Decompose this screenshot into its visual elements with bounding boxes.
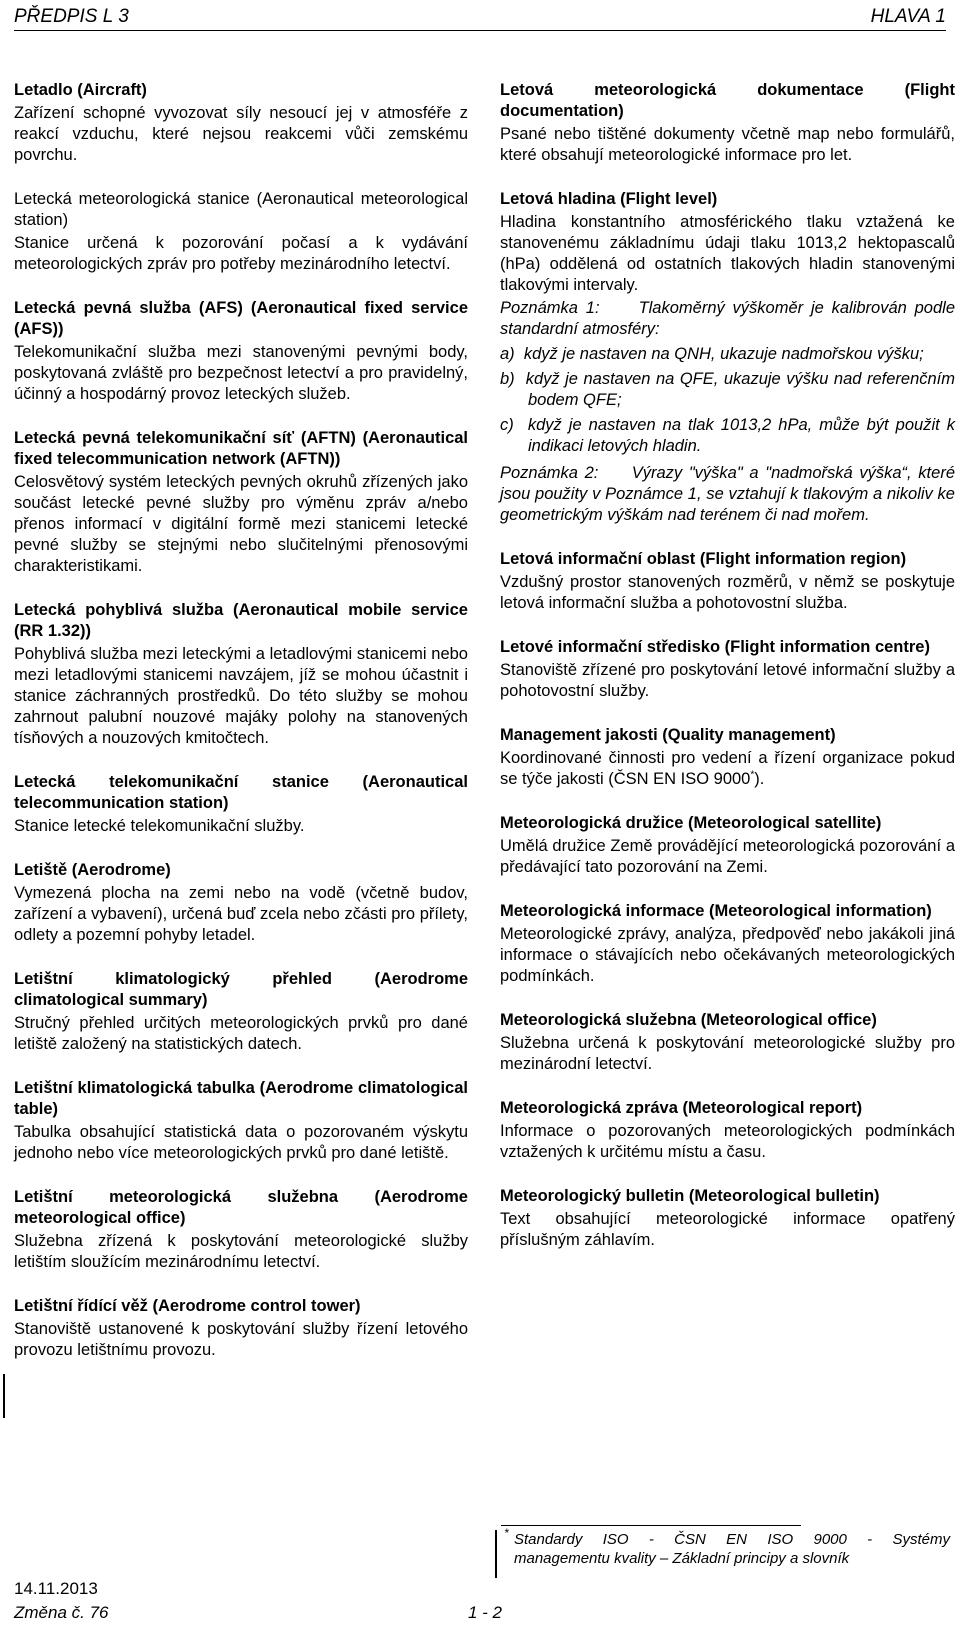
- term: Letiště (Aerodrome): [14, 861, 171, 879]
- term: Letecká pohyblivá služba (Aeronautical mobile service (RR 1.32)): [14, 601, 468, 640]
- definition-entry: [500, 189, 960, 526]
- right-column: [500, 80, 960, 1274]
- left-column: [14, 80, 468, 1384]
- definition: Stanice letecké telekomunikační služby.: [14, 817, 305, 835]
- definition: Stanice určená k pozorování počasí a k vydávání meteorologických zpráv pro potřeby mezinárodního letectví.: [14, 234, 468, 273]
- term: Letištní klimatologická tabulka (Aerodrome climatological table): [14, 1079, 468, 1118]
- definition-entry: [14, 189, 468, 275]
- definition-entry: [500, 813, 955, 878]
- definition: Celosvětový systém leteckých pevných okruhů zřízených jako součást letecké pevné služby pro výměnu zpráv a/nebo přenos informací v digitální formě mezi stanicemi letecké pevné služby se stejnými nebo slučitelnými přenosovými charakteristikami.: [14, 473, 468, 575]
- definition-entry: [500, 1186, 955, 1251]
- footnote-line: managementu kvality – Základní principy a slovník: [514, 1550, 850, 1567]
- definition-entry: [14, 1187, 468, 1273]
- definition-entry: [14, 80, 468, 166]
- definition-entry: [14, 1078, 468, 1164]
- definition: Vymezená plocha na zemi nebo na vodě (včetně budov, zařízení a vybavení), určená buď zcela nebo zčásti pro přílety, odlety a pozemní pohyby letadel.: [14, 884, 468, 944]
- term: Letadlo (Aircraft): [14, 81, 147, 99]
- definition-entry: [500, 637, 955, 702]
- note-list-item: b) když je nastaven na QFE, ukazuje výšku nad referenčním bodem QFE;: [500, 370, 960, 409]
- header-left: PŘEDPIS L 3: [14, 6, 129, 27]
- definition: Služebna zřízená k poskytování meteorologické služby letištím sloužícím mezinárodnímu letectví.: [14, 1232, 468, 1271]
- definition-entry: [14, 428, 468, 577]
- definition-entry: [14, 1296, 468, 1361]
- definition-entry: [500, 901, 955, 987]
- definition: Meteorologické zprávy, analýza, předpověď nebo jakákoli jiná informace o stávajících nebo očekávaných meteorologických podmínkách.: [500, 925, 955, 985]
- definition: Služebna určená k poskytování meteorologické služby pro mezinárodní letectví.: [500, 1034, 955, 1073]
- definition-entry: [14, 860, 468, 946]
- definition-entry: [500, 725, 955, 790]
- definition-entry: [14, 600, 468, 749]
- definition: Telekomunikační služba mezi stanovenými pevnými body, poskytovaná zvláště pro bezpečnost letectví a pro pravidelný, účinný a hospodárný provoz leteckých služeb.: [14, 343, 468, 403]
- definition: Stanoviště zřízené pro poskytování letové informační služby a pohotovostní služby.: [500, 661, 955, 700]
- page-header: [14, 4, 946, 31]
- term: Letová hladina (Flight level): [500, 190, 718, 208]
- definition: Vzdušný prostor stanovených rozměrů, v němž se poskytuje letová informační služba a pohotovostní služba.: [500, 573, 955, 612]
- term: Letecká pevná telekomunikační síť (AFTN) (Aeronautical fixed telecommunication network (AFTN)): [14, 429, 468, 468]
- definition: Umělá družice Země provádějící meteorologická pozorování a předávající tato pozorování na Zemi.: [500, 837, 955, 876]
- definition-entry: [500, 80, 955, 166]
- term: Meteorologický bulletin (Meteorological bulletin): [500, 1187, 880, 1205]
- definition-entry: [500, 549, 955, 614]
- definition: [500, 748, 955, 790]
- term: Letištní klimatologický přehled (Aerodrome climatological summary): [14, 970, 468, 1009]
- term: Meteorologická informace (Meteorological information): [500, 902, 932, 920]
- definition: Hladina konstantního atmosférického tlaku vztažená ke stanovenému základnímu údaji tlaku 1013,2 hektopascalů (hPa) oddělená od ostatních tlakových hladin stanovenými tlakovými intervaly.: [500, 213, 955, 294]
- definition: Psané nebo tištěné dokumenty včetně map nebo formulářů, které obsahují meteorologické informace pro let.: [500, 125, 955, 164]
- note-list-item: c) když je nastaven na tlak 1013,2 hPa, může být použit k indikaci letových hladin.: [500, 416, 960, 455]
- definition-entry: [500, 1010, 955, 1075]
- definition: Tabulka obsahující statistická data o pozorovaném výskytu jednoho nebo více meteorologických prvků pro dané letiště.: [14, 1123, 468, 1162]
- header-right: HLAVA 1: [870, 6, 946, 27]
- footnote-line: Standardy ISO - ČSN EN ISO 9000 - Systémy: [514, 1531, 950, 1548]
- term: Meteorologická družice (Meteorological satellite): [500, 814, 882, 832]
- note: Poznámka 1: Tlakoměrný výškoměr je kalibrován podle standardní atmosféry:: [500, 299, 960, 338]
- revision-change-bar: [3, 1374, 5, 1418]
- footer-date: 14.11.2013: [14, 1579, 98, 1598]
- definition-entry: [14, 772, 468, 837]
- term: Letecká meteorologická stanice (Aeronautical meteorological station): [14, 190, 468, 229]
- definition: Informace o pozorovaných meteorologických podmínkách vztažených k určitému místu a času.: [500, 1122, 955, 1161]
- footer-change-number: Změna č. 76: [14, 1603, 109, 1622]
- definition: Stanoviště ustanovené k poskytování služby řízení letového provozu letištnímu provozu.: [14, 1320, 468, 1359]
- note: Poznámka 2: Výrazy "výška" a "nadmořská výška“, které jsou použity v Poznámce 1, se vztahují k tlakovým a nikoliv ke geometrickým výškám nad terénem či nad mořem.: [500, 464, 960, 524]
- term: Letová informační oblast (Flight information region): [500, 550, 907, 568]
- footnote-mark: *: [504, 1526, 509, 1540]
- term: Letová meteorologická dokumentace (Flight documentation): [500, 81, 955, 120]
- term: Letištní meteorologická služebna (Aerodrome meteorological office): [14, 1188, 468, 1227]
- definition: Pohyblivá služba mezi leteckými a letadlovými stanicemi nebo mezi letadlovými stanicemi navzájem, jíž se mohou účastnit i stanice záchranných prostředků. Do této služby se mohou zahrnout palubní nouzové majáky polohy na stanovených tísňových a nouzových kmitočtech.: [14, 645, 468, 747]
- definition: Stručný přehled určitých meteorologických prvků pro dané letiště založený na statistických datech.: [14, 1014, 468, 1053]
- term: Management jakosti (Quality management): [500, 726, 836, 744]
- definition: Zařízení schopné vyvozovat síly nesoucí jej v atmosféře z reakcí vzduchu, které nejsou reakcemi vůči zemskému povrchu.: [14, 104, 468, 164]
- term: Meteorologická služebna (Meteorological office): [500, 1011, 877, 1029]
- footnote: [504, 1526, 950, 1568]
- note-list-item: a) když je nastaven na QNH, ukazuje nadmořskou výšku;: [500, 345, 924, 363]
- definition: Text obsahující meteorologické informace opatřený příslušným záhlavím.: [500, 1210, 955, 1249]
- term: Letecká pevná služba (AFS) (Aeronautical fixed service (AFS)): [14, 299, 468, 338]
- footnote-separator: [501, 1525, 801, 1526]
- page-number: 1 - 2: [468, 1603, 503, 1622]
- term: Meteorologická zpráva (Meteorological report): [500, 1099, 863, 1117]
- footnote-reference: *: [750, 769, 755, 781]
- definition-entry: [14, 298, 468, 405]
- term: Letištní řídící věž (Aerodrome control tower): [14, 1297, 361, 1315]
- term: Letové informační středisko (Flight information centre): [500, 638, 930, 656]
- revision-change-bar: [495, 1530, 497, 1578]
- definition-entry: [500, 1098, 955, 1163]
- definition-entry: [14, 969, 468, 1055]
- term: Letecká telekomunikační stanice (Aeronautical telecommunication station): [14, 773, 468, 812]
- definition-text: Koordinované činnosti pro vedení a řízení organizace pokud se týče jakosti (ČSN EN ISO 9000: [500, 749, 955, 788]
- definition-text: ).: [754, 770, 765, 788]
